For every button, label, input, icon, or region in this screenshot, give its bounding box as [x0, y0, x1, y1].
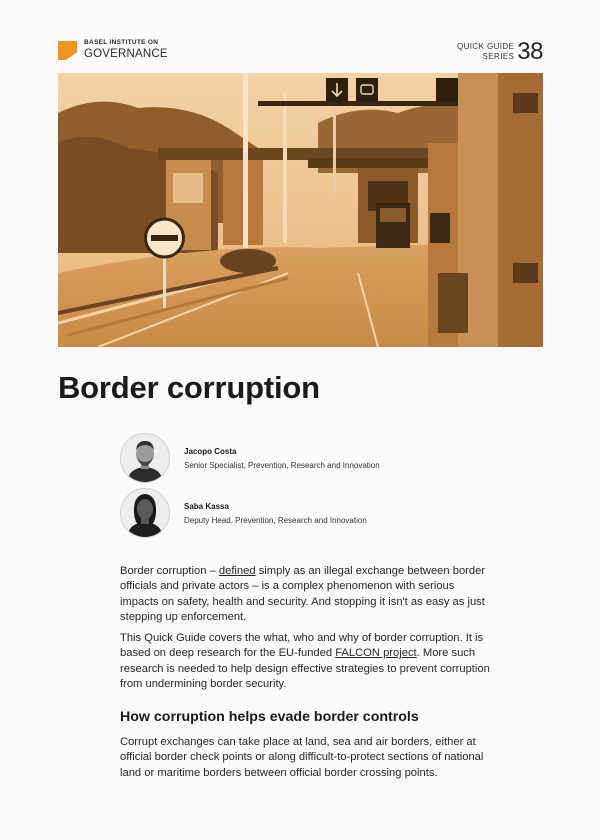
page-title: Border corruption: [58, 370, 320, 405]
border-checkpoint-photo-icon: [58, 73, 543, 347]
defined-link[interactable]: defined: [218, 565, 256, 577]
intro-paragraph: This Quick Guide covers the what, who and why of border corruption. It is based on deep research for the EU-funded FALCON project. More such research is needed to help design effective strategies to prevent corruption from undermining border security.: [120, 632, 490, 691]
author-name: Jacopo Costa: [184, 446, 237, 456]
logo-mark-icon: [58, 41, 77, 60]
person-portrait-icon: [121, 434, 169, 482]
intro-paragraph: Border corruption – defined simply as an illegal exchange between border officials and private actors – is a complex phenomenon with serious impacts on safety, health and security. And stopping it isn't as easy as just stepping up enforcement.: [120, 565, 486, 624]
series-line2: SERIES: [482, 52, 515, 61]
author-card: [120, 488, 367, 538]
author-role: Senior Specialist, Prevention, Research and Innovation: [184, 460, 380, 470]
logo-line1: BASEL INSTITUTE ON: [84, 39, 159, 46]
hero-image: [58, 73, 543, 347]
author-avatar: [120, 433, 170, 483]
institute-logo[interactable]: [58, 40, 168, 60]
logo-line2: GOVERNANCE: [84, 47, 168, 60]
author-role: Deputy Head, Prevention, Research and Innovation: [184, 515, 367, 525]
series-label: [457, 40, 543, 64]
person-portrait-icon: [121, 489, 169, 537]
author-card: [120, 433, 380, 483]
author-name: Saba Kassa: [184, 501, 229, 511]
section-body: Corrupt exchanges can take place at land, sea and air borders, either at official border check points or along difficult-to-protect sections of national land or maritime borders between official border crossing points.: [120, 736, 484, 779]
series-line1: QUICK GUIDE: [457, 42, 515, 51]
section-heading: How corruption helps evade border controls: [120, 709, 419, 725]
series-number: 38: [517, 38, 543, 65]
falcon-project-link[interactable]: FALCON project: [335, 647, 417, 660]
author-avatar: [120, 488, 170, 538]
